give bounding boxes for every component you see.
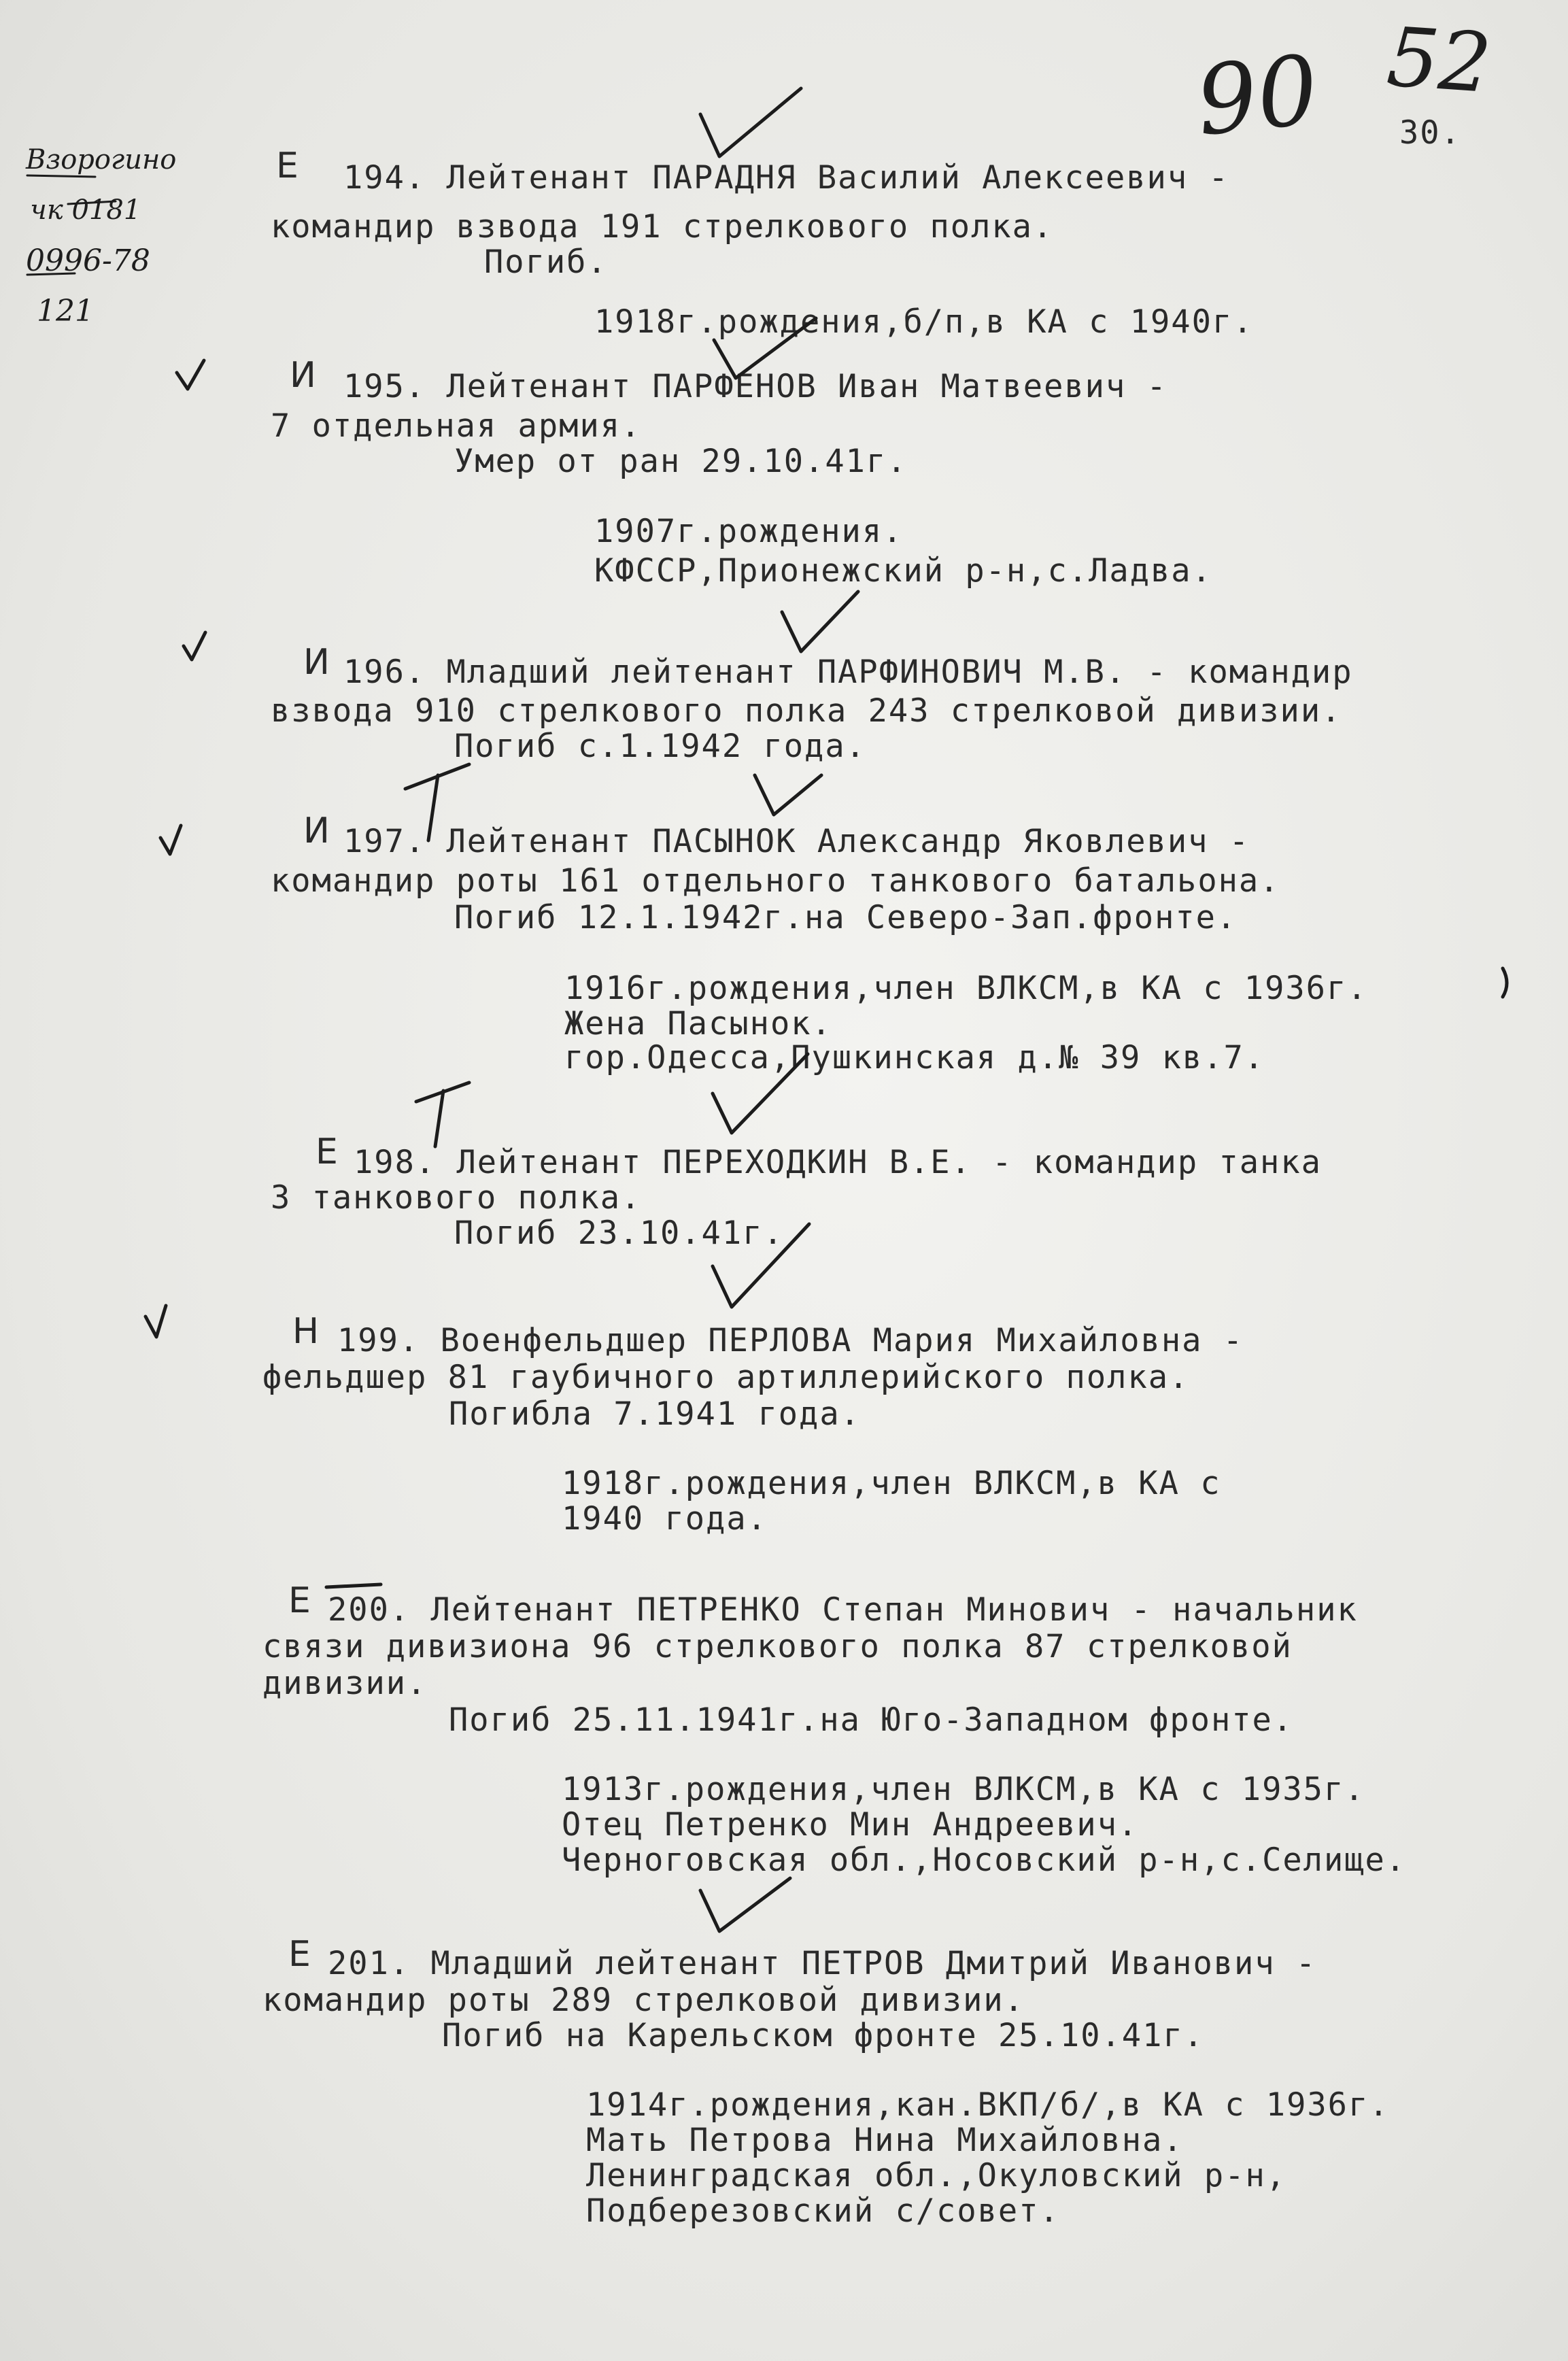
archive-note-left-4: 121 (37, 294, 94, 328)
underline-icon (27, 175, 95, 177)
entry-marker: Е (316, 1132, 339, 1172)
entry-header: 197. Лейтенант ПАСЫНОК Александр Яковлевич - (343, 823, 1250, 860)
entry-header: 198. Лейтенант ПЕРЕХОДКИН В.Е. - командир танка (354, 1144, 1322, 1181)
entry-marker: И (303, 811, 331, 851)
entry-marker: Н (292, 1311, 321, 1352)
archive-note-top-right-second: 52 (1384, 10, 1495, 112)
entry-detail: 1918г.рождения,б/п,в КА с 1940г. (594, 303, 1254, 341)
entry-line: Погиб 23.10.41г. (454, 1215, 784, 1252)
strikethrough-icon (326, 1584, 381, 1587)
entry-header: 201. Младший лейтенант ПЕТРОВ Дмитрий Иванович - (328, 1945, 1317, 1982)
check-mark-icon (700, 88, 801, 156)
entry-detail: Отец Петренко Мин Андреевич. (562, 1806, 1139, 1844)
tick-mark-icon (160, 826, 181, 854)
entry-detail: 1918г.рождения,член ВЛКСМ,в КА с (562, 1465, 1221, 1502)
entry-line: Погиб 25.11.1941г.на Юго-Западном фронте. (449, 1701, 1294, 1739)
page-number: 30. (1399, 114, 1461, 152)
entry-detail: 1916г.рождения,член ВЛКСМ,в КА с 1936г. (564, 970, 1368, 1007)
archive-note-top-right-first: 90 (1191, 35, 1324, 158)
entry-line: Погиб 12.1.1942г.на Северо-Зап.фронте. (454, 899, 1238, 936)
entry-detail: 1940 года. (562, 1500, 768, 1538)
entry-line: связи дивизиона 96 стрелкового полка 87 стрелковой (262, 1628, 1293, 1665)
entry-detail: Подберезовский с/совет. (586, 2192, 1060, 2230)
entry-marker: И (290, 355, 318, 396)
entry-line: Умер от ран 29.10.41г. (454, 443, 908, 480)
entry-header: 195. Лейтенант ПАРФЕНОВ Иван Матвеевич - (343, 368, 1168, 405)
entry-line: командир взвода 191 стрелкового полка. (271, 208, 1054, 245)
entry-line: Погиб на Карельском фронте 25.10.41г. (442, 2017, 1204, 2054)
strikethrough-icon (68, 201, 116, 204)
archive-note-left-2: чк 0181 (30, 194, 141, 226)
entry-detail: 1907г.рождения. (594, 513, 904, 550)
t-stroke-icon (405, 764, 469, 840)
entry-marker: Е (288, 1580, 312, 1621)
entry-detail: Черноговская обл.,Носовский р-н,с.Селище. (562, 1841, 1407, 1879)
entry-detail: гор.Одесса,Пушкинская д.№ 39 кв.7. (564, 1039, 1265, 1076)
check-mark-icon (713, 1054, 808, 1133)
entry-line: Погиб с.1.1942 года. (454, 728, 866, 765)
entry-line: дивизии. (262, 1665, 428, 1702)
entry-marker: Е (288, 1934, 312, 1975)
entry-line: командир роты 161 отдельного танкового батальона. (271, 862, 1280, 900)
underline-icon (27, 273, 75, 275)
entry-line: 3 танкового полка. (271, 1179, 642, 1217)
entry-detail: КФССР,Прионежский р-н,с.Ладва. (594, 552, 1212, 590)
check-mark-icon (700, 1878, 790, 1931)
paren-icon (1503, 968, 1507, 997)
entry-line: 7 отдельная армия. (271, 407, 642, 445)
entry-detail: Мать Петрова Нина Михайловна. (586, 2122, 1184, 2159)
tick-mark-icon (146, 1306, 166, 1337)
entry-header: 196. Младший лейтенант ПАРФИНОВИЧ М.В. - командир (343, 653, 1353, 691)
entry-marker: И (303, 642, 331, 683)
entry-detail: 1913г.рождения,член ВЛКСМ,в КА с 1935г. (562, 1771, 1365, 1808)
entry-line: Погибла 7.1941 года. (449, 1395, 861, 1433)
tick-mark-icon (177, 360, 204, 389)
t-stroke-icon (416, 1083, 469, 1146)
entry-line: Погиб. (484, 243, 608, 281)
entry-marker: Е (276, 146, 300, 186)
entry-detail: Ленинградская обл.,Окуловский р-н, (586, 2157, 1287, 2194)
tick-mark-icon (184, 632, 205, 660)
entry-detail: Жена Пасынок. (564, 1005, 832, 1042)
check-mark-icon (782, 592, 858, 651)
check-mark-icon (713, 1224, 809, 1307)
archive-note-left-3: 0996-78 (26, 243, 150, 278)
archive-note-left-1: Взорогино (26, 144, 177, 175)
entry-line: командир роты 289 стрелковой дивизии. (262, 1982, 1025, 2019)
entry-line: фельдшер 81 гаубичного артиллерийского полка. (262, 1359, 1190, 1396)
entry-header: 200. Лейтенант ПЕТРЕНКО Степан Минович - начальник (328, 1591, 1358, 1629)
entry-header: 194. Лейтенант ПАРАДНЯ Василий Алексеевич - (343, 159, 1229, 197)
check-mark-icon (755, 775, 821, 815)
entry-detail: 1914г.рождения,кан.ВКП/б/,в КА с 1936г. (586, 2086, 1390, 2124)
check-mark-icon (714, 318, 816, 378)
entry-line: взвода 910 стрелкового полка 243 стрелковой дивизии. (271, 692, 1342, 730)
entry-header: 199. Военфельдшер ПЕРЛОВА Мария Михайловна - (337, 1322, 1244, 1359)
